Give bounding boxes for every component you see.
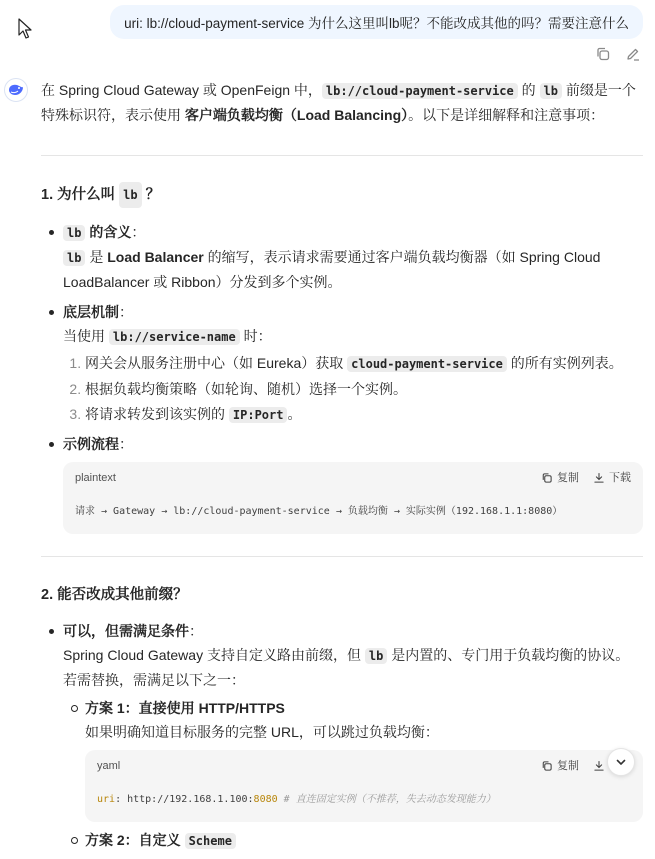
download-icon — [593, 760, 605, 772]
code-block-header — [63, 462, 643, 494]
copy-icon[interactable] — [595, 46, 611, 62]
step-item — [85, 378, 643, 400]
step-text: 网关会从服务注册中心（如 Eureka）获取 — [85, 355, 348, 371]
list-item — [63, 432, 643, 534]
option-title: 方案 2：自定义 — [85, 832, 185, 848]
section2-heading: 2. 能否改成其他前缀？ — [41, 587, 188, 603]
inline-code: lb://service-name — [109, 329, 240, 345]
item-text: 时： — [239, 328, 272, 344]
yaml-value: : http://192.168.1.100: — [115, 794, 254, 805]
inline-code: lb://cloud-payment-service — [322, 83, 518, 99]
intro-text: 在 Spring Cloud Gateway 或 OpenFeign 中， — [41, 82, 322, 98]
scroll-to-bottom-button[interactable] — [607, 748, 635, 776]
intro-text: 。以下是详细解释和注意事项： — [408, 107, 605, 123]
yaml-key: uri — [97, 794, 116, 805]
option-desc: 如果明确知道目标服务的完整 URL，可以跳过负载均衡： — [85, 724, 439, 740]
inline-code: lb — [365, 648, 387, 664]
item-text: 是 — [85, 249, 108, 265]
edit-icon[interactable] — [625, 46, 641, 62]
chevron-down-icon — [615, 756, 627, 768]
item-text: Spring Cloud Gateway 支持自定义路由前缀，但 — [63, 647, 365, 663]
code-block-header — [85, 750, 643, 782]
step-text: 将请求转发到该实例的 — [85, 406, 229, 422]
item-text: 的缩写，表示请求需要通过客户端负载均衡器（如 Spring Cloud LoadBalancer 或 Ribbon）分发到多个实例。 — [63, 249, 601, 290]
code-block — [85, 750, 643, 822]
section1-list — [41, 220, 643, 534]
download-label: 下载 — [609, 472, 631, 484]
item-title: 的含义 — [85, 224, 132, 240]
item-text: 当使用 — [63, 328, 109, 344]
item-colon: ： — [131, 224, 146, 240]
code-language-label: plaintext — [75, 472, 116, 484]
item-title: 可以，但需满足条件 — [63, 623, 189, 639]
user-message-bubble — [110, 5, 643, 39]
step-text: 的所有实例列表。 — [506, 355, 623, 371]
divider — [41, 556, 643, 557]
list-item — [63, 619, 643, 853]
code-language-label: yaml — [97, 760, 121, 772]
download-code-button[interactable] — [593, 466, 631, 490]
yaml-port: 8080 — [253, 794, 278, 805]
inline-code: lb — [540, 83, 562, 99]
steps-list — [63, 352, 643, 426]
intro-bold: 客户端负载均衡（Load Balancing） — [184, 107, 409, 123]
item-title: 示例流程 — [63, 436, 119, 452]
option-item — [85, 828, 643, 853]
step-text: 。 — [287, 406, 302, 422]
copy-code-button[interactable] — [541, 754, 579, 778]
intro-text: 前缀是一个特殊标识符，表示使用 — [41, 82, 636, 123]
list-item — [63, 220, 643, 294]
item-title: 底层机制 — [63, 304, 119, 320]
copy-label: 复制 — [557, 472, 579, 484]
intro-text: 的 — [517, 82, 540, 98]
item-colon: ： — [119, 304, 133, 320]
download-icon — [593, 472, 605, 484]
whale-logo-icon — [4, 78, 28, 102]
copy-label: 复制 — [557, 760, 579, 772]
inline-code: IP:Port — [229, 407, 288, 423]
divider — [41, 155, 643, 156]
step-item — [85, 352, 643, 375]
mouse-cursor-icon — [18, 18, 34, 40]
section2-list — [41, 619, 643, 853]
code-block — [63, 462, 643, 534]
item-colon: ： — [119, 436, 133, 452]
option-item — [85, 696, 643, 822]
intro-paragraph — [41, 78, 643, 127]
code-content: 请求 → Gateway → lb://cloud-payment-service → 负载均衡 → 实际实例（192.168.1.1:8080） — [75, 506, 563, 517]
item-colon: ： — [189, 623, 203, 639]
inline-code: lb — [119, 182, 141, 208]
inline-code: lb — [63, 250, 85, 266]
heading-text: ？ — [145, 187, 161, 203]
section1-heading — [41, 182, 643, 208]
copy-icon — [541, 760, 553, 772]
copy-code-button[interactable] — [541, 466, 579, 490]
code-content — [85, 782, 643, 822]
yaml-comment: # 直连固定实例（不推荐，失去动态发现能力） — [277, 794, 496, 805]
message-actions — [595, 46, 641, 62]
inline-code: lb — [63, 225, 85, 241]
copy-icon — [541, 472, 553, 484]
list-item — [63, 300, 643, 426]
option-title: 方案 1：直接使用 HTTP/HTTPS — [85, 700, 285, 716]
item-text: 是内置的、专门用于负载均衡的协议。若需替换，需满足以下之一： — [63, 647, 630, 688]
step-text: 根据负载均衡策略（如轮询、随机）选择一个实例。 — [85, 381, 407, 397]
inline-code: cloud-payment-service — [347, 356, 507, 372]
options-list — [63, 696, 643, 853]
code-block-actions — [541, 466, 631, 490]
item-bold: Load Balancer — [107, 249, 204, 265]
inline-code: Scheme — [185, 833, 236, 849]
step-item — [85, 403, 643, 426]
heading-text: 1. 为什么叫 — [41, 187, 116, 203]
user-message-text: uri: lb://cloud-payment-service 为什么这里叫lb呢？不能改成其他的吗？需要注意什么 — [124, 16, 629, 31]
assistant-response — [41, 78, 643, 859]
